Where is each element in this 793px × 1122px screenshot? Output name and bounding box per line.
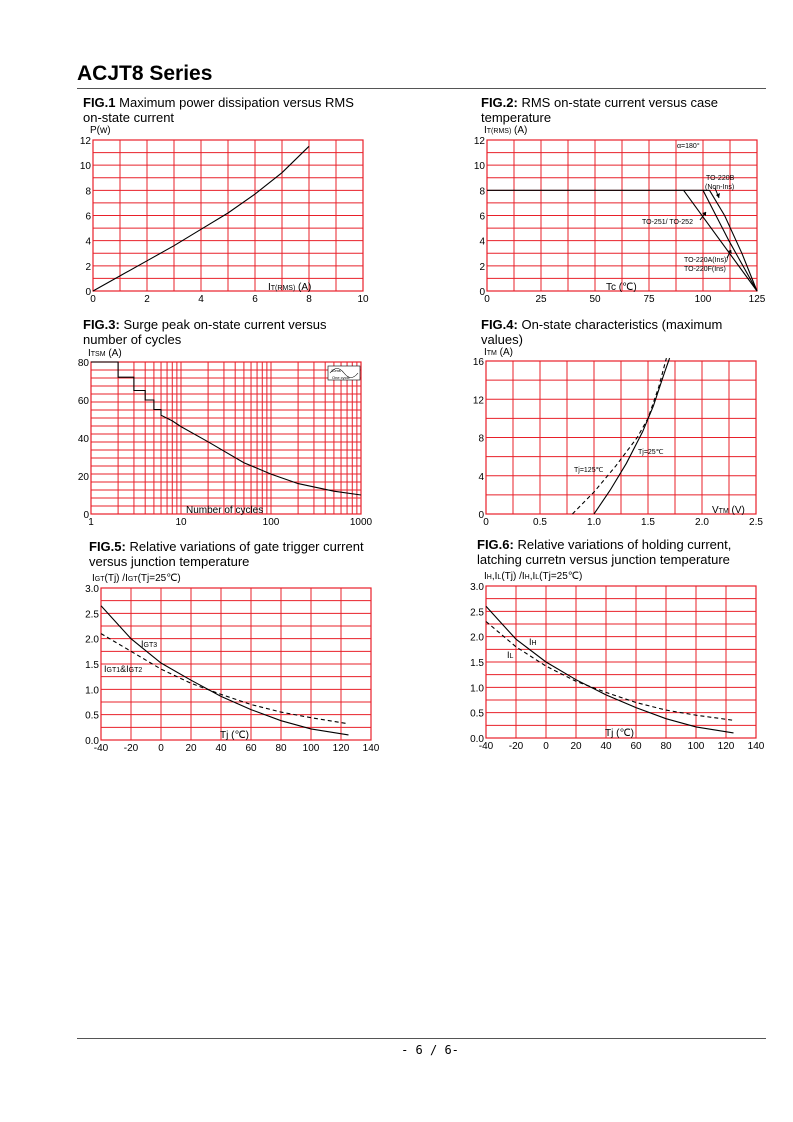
fig3-x-axis-label: Number of cycles xyxy=(186,505,264,516)
fig2-y-axis-label: IT(RMS) (A) xyxy=(484,125,528,136)
fig2-caption-text-2: temperature xyxy=(481,110,552,125)
fig3-series-line-0 xyxy=(91,362,361,495)
fig5-x-tick-label: 20 xyxy=(185,743,197,754)
fig4-caption-text: On-state characteristics (maximum xyxy=(521,317,723,332)
fig2-to220b-label: TO-220B xyxy=(706,175,735,182)
fig4-x-tick-label: 0 xyxy=(483,517,489,528)
fig5-x-tick-label: -20 xyxy=(123,743,139,754)
fig2-x-tick-label: 50 xyxy=(589,294,601,305)
fig4-series-line-0 xyxy=(594,358,670,514)
fig3-number: FIG.3: xyxy=(83,317,120,332)
fig1-y-tick-label: 8 xyxy=(85,186,91,198)
fig4-number: FIG.4: xyxy=(481,317,518,332)
fig1-x-axis-label: IT(RMS) (A) xyxy=(268,282,312,293)
fig5-x-tick-label: 100 xyxy=(302,743,320,754)
fig5-x-tick-label: 0 xyxy=(158,743,164,754)
fig5-igt3-label: IGT3 xyxy=(141,639,158,649)
fig2-y-tick-label: 0 xyxy=(479,287,485,298)
fig2-alpha-label: α=180° xyxy=(677,143,700,150)
fig2-number: FIG.2: xyxy=(481,95,518,110)
fig4-y-tick-label: 4 xyxy=(478,471,484,483)
fig2-to220f-label: TO-220F(Ins) xyxy=(684,266,726,273)
fig5-y-tick-label: 1.0 xyxy=(85,685,99,697)
fig5-y-tick-label: 1.5 xyxy=(85,660,99,671)
page-title: ACJT8 Series xyxy=(77,62,213,85)
fig2-x-tick-label: 0 xyxy=(484,294,490,305)
fig4-x-tick-label: 1.0 xyxy=(587,517,601,528)
fig5-y-tick-label: 0.5 xyxy=(85,710,99,722)
fig6-x-tick-label: 0 xyxy=(543,741,549,752)
fig2-y-tick-label: 6 xyxy=(479,211,485,223)
fig1-y-tick-label: 12 xyxy=(79,136,91,147)
fig2-x-axis-label: Tc (℃) xyxy=(606,282,637,293)
fig4-tj125-label: Tj=125℃ xyxy=(574,467,604,474)
fig6-y-tick-label: 0.5 xyxy=(470,708,484,720)
fig5-x-tick-label: 120 xyxy=(332,743,350,754)
fig4-y-tick-label: 12 xyxy=(472,395,484,407)
fig2-y-tick-label: 12 xyxy=(473,136,485,147)
fig3-y-tick-label: 0 xyxy=(83,510,89,521)
fig3-caption-text: Surge peak on-state current versus xyxy=(123,317,327,332)
fig5-x-tick-label: 60 xyxy=(245,743,257,754)
fig6-number: FIG.6: xyxy=(477,537,514,552)
fig2-x-tick-label: 25 xyxy=(535,294,547,305)
fig2-y-tick-label: 8 xyxy=(479,186,485,198)
fig3-x-tick-label: 1 xyxy=(88,517,94,528)
fig6-caption-text: Relative variations of holding current, xyxy=(517,537,732,552)
fig5-y-tick-label: 3.0 xyxy=(85,584,99,595)
fig6-y-tick-label: 1.5 xyxy=(470,658,484,669)
fig6-x-tick-label: -40 xyxy=(478,741,494,752)
fig5-x-tick-label: 140 xyxy=(362,743,380,754)
fig1-y-axis-label: P(w) xyxy=(90,125,111,136)
fig4-x-tick-label: 0.5 xyxy=(533,517,547,528)
fig3-y-tick-label: 60 xyxy=(77,396,89,407)
fig4-x-axis-label: VTM (V) xyxy=(712,505,745,516)
fig2-to220a-label: TO-220A(Ins)/ xyxy=(684,257,729,264)
fig4-x-tick-label: 1.5 xyxy=(641,517,655,528)
fig2-x-tick-label: 100 xyxy=(694,294,712,305)
fig1-y-tick-label: 6 xyxy=(85,211,91,223)
fig1-x-tick-label: 0 xyxy=(90,294,96,305)
fig4-tj25-label: Tj=25℃ xyxy=(638,449,664,456)
fig2-caption-text: RMS on-state current versus case xyxy=(521,95,718,110)
fig4-y-tick-label: 8 xyxy=(478,433,484,445)
fig3-y-tick-label: 40 xyxy=(77,434,89,445)
fig3-caption-text-2: number of cycles xyxy=(83,332,182,347)
fig6-y-axis-label: IH,IL(Tj) /IH,IL(Tj=25℃) xyxy=(484,571,583,582)
fig1-x-tick-label: 8 xyxy=(306,294,312,305)
fig4-y-tick-label: 0 xyxy=(478,510,484,521)
fig3-y-axis-label: ITSM (A) xyxy=(88,348,122,359)
fig6-x-tick-label: 40 xyxy=(600,741,612,752)
fig5-y-tick-label: 0.0 xyxy=(85,736,99,747)
fig5-caption-text-2: versus junction temperature xyxy=(89,554,250,569)
fig5-y-tick-label: 2.0 xyxy=(85,634,99,646)
fig2-nonins-label: (Non-Ins) xyxy=(705,184,735,191)
fig4-caption-text-2: values) xyxy=(481,332,523,347)
fig5-x-tick-label: 80 xyxy=(275,743,287,754)
fig1-caption-text-2: on-state current xyxy=(83,110,175,125)
fig6-il-label: IL xyxy=(507,650,514,660)
fig3-x-tick-label: 1000 xyxy=(349,517,373,528)
fig4-x-tick-label: 2.5 xyxy=(749,517,763,528)
fig6-x-tick-label: 120 xyxy=(717,741,735,752)
fig1-x-tick-label: 10 xyxy=(357,294,369,305)
fig6-y-tick-label: 0.0 xyxy=(470,734,484,745)
fig3-y-tick-label: 80 xyxy=(77,358,89,369)
fig5-caption-text: Relative variations of gate trigger current xyxy=(129,539,364,554)
fig6-x-tick-label: 100 xyxy=(687,741,705,752)
fig3-inset-one-cycle: One cycle xyxy=(332,375,350,380)
fig6-y-tick-label: 2.0 xyxy=(470,632,484,644)
fig1-x-tick-label: 6 xyxy=(252,294,258,305)
fig1-y-tick-label: 4 xyxy=(85,236,91,248)
fig6-y-tick-label: 2.5 xyxy=(470,607,484,619)
fig6-y-tick-label: 3.0 xyxy=(470,582,484,593)
fig2-to251-label: TO-251/ TO-252 xyxy=(642,219,693,226)
fig1-y-tick-label: 10 xyxy=(79,161,91,173)
fig3-x-tick-label: 100 xyxy=(262,517,280,528)
fig4-x-tick-label: 2.0 xyxy=(695,517,709,528)
fig2-y-tick-label: 4 xyxy=(479,236,485,248)
fig3-inset-10ms: 10ms xyxy=(331,368,341,373)
fig2-arrow-head xyxy=(716,193,720,198)
fig6-ih-label: IH xyxy=(529,637,537,647)
fig5-x-axis-label: Tj (℃) xyxy=(220,730,249,741)
fig2-x-tick-label: 125 xyxy=(748,294,766,305)
fig4-y-tick-label: 16 xyxy=(472,357,484,368)
fig3-x-tick-label: 10 xyxy=(175,517,187,528)
fig6-x-tick-label: 60 xyxy=(630,741,642,752)
fig4-series-line-1 xyxy=(572,358,666,514)
fig5-x-tick-label: -40 xyxy=(93,743,109,754)
fig6-x-tick-label: 140 xyxy=(747,741,765,752)
fig2-y-tick-label: 2 xyxy=(479,261,485,273)
fig6-x-tick-label: 80 xyxy=(660,741,672,752)
fig1-y-tick-label: 2 xyxy=(85,261,91,273)
fig1-number: FIG.1 xyxy=(83,95,116,110)
fig5-x-tick-label: 40 xyxy=(215,743,227,754)
fig3-y-tick-label: 20 xyxy=(77,472,89,483)
fig6-y-tick-label: 1.0 xyxy=(470,683,484,695)
fig6-x-tick-label: 20 xyxy=(570,741,582,752)
fig6-x-tick-label: -20 xyxy=(508,741,524,752)
fig5-igt12-label: IGT1&IGT2 xyxy=(104,664,143,674)
fig1-caption-text: Maximum power dissipation versus RMS xyxy=(119,95,354,110)
fig5-y-tick-label: 2.5 xyxy=(85,609,99,621)
page-footer: - 6 / 6- xyxy=(401,1043,459,1057)
fig5-number: FIG.5: xyxy=(89,539,126,554)
fig2-y-tick-label: 10 xyxy=(473,161,485,173)
fig1-y-tick-label: 0 xyxy=(85,287,91,298)
footer-rule xyxy=(77,1038,766,1039)
fig5-y-axis-label: IGT(Tj) /IGT(Tj=25℃) xyxy=(92,573,181,584)
fig4-y-axis-label: ITM (A) xyxy=(484,347,513,358)
fig3-frame xyxy=(91,362,361,514)
fig6-caption-text-2: latching curretn versus junction temperature xyxy=(477,552,730,567)
fig1-x-tick-label: 4 xyxy=(198,294,204,305)
fig1-x-tick-label: 2 xyxy=(144,294,150,305)
fig6-x-axis-label: Tj (℃) xyxy=(605,728,634,739)
fig2-x-tick-label: 75 xyxy=(643,294,655,305)
